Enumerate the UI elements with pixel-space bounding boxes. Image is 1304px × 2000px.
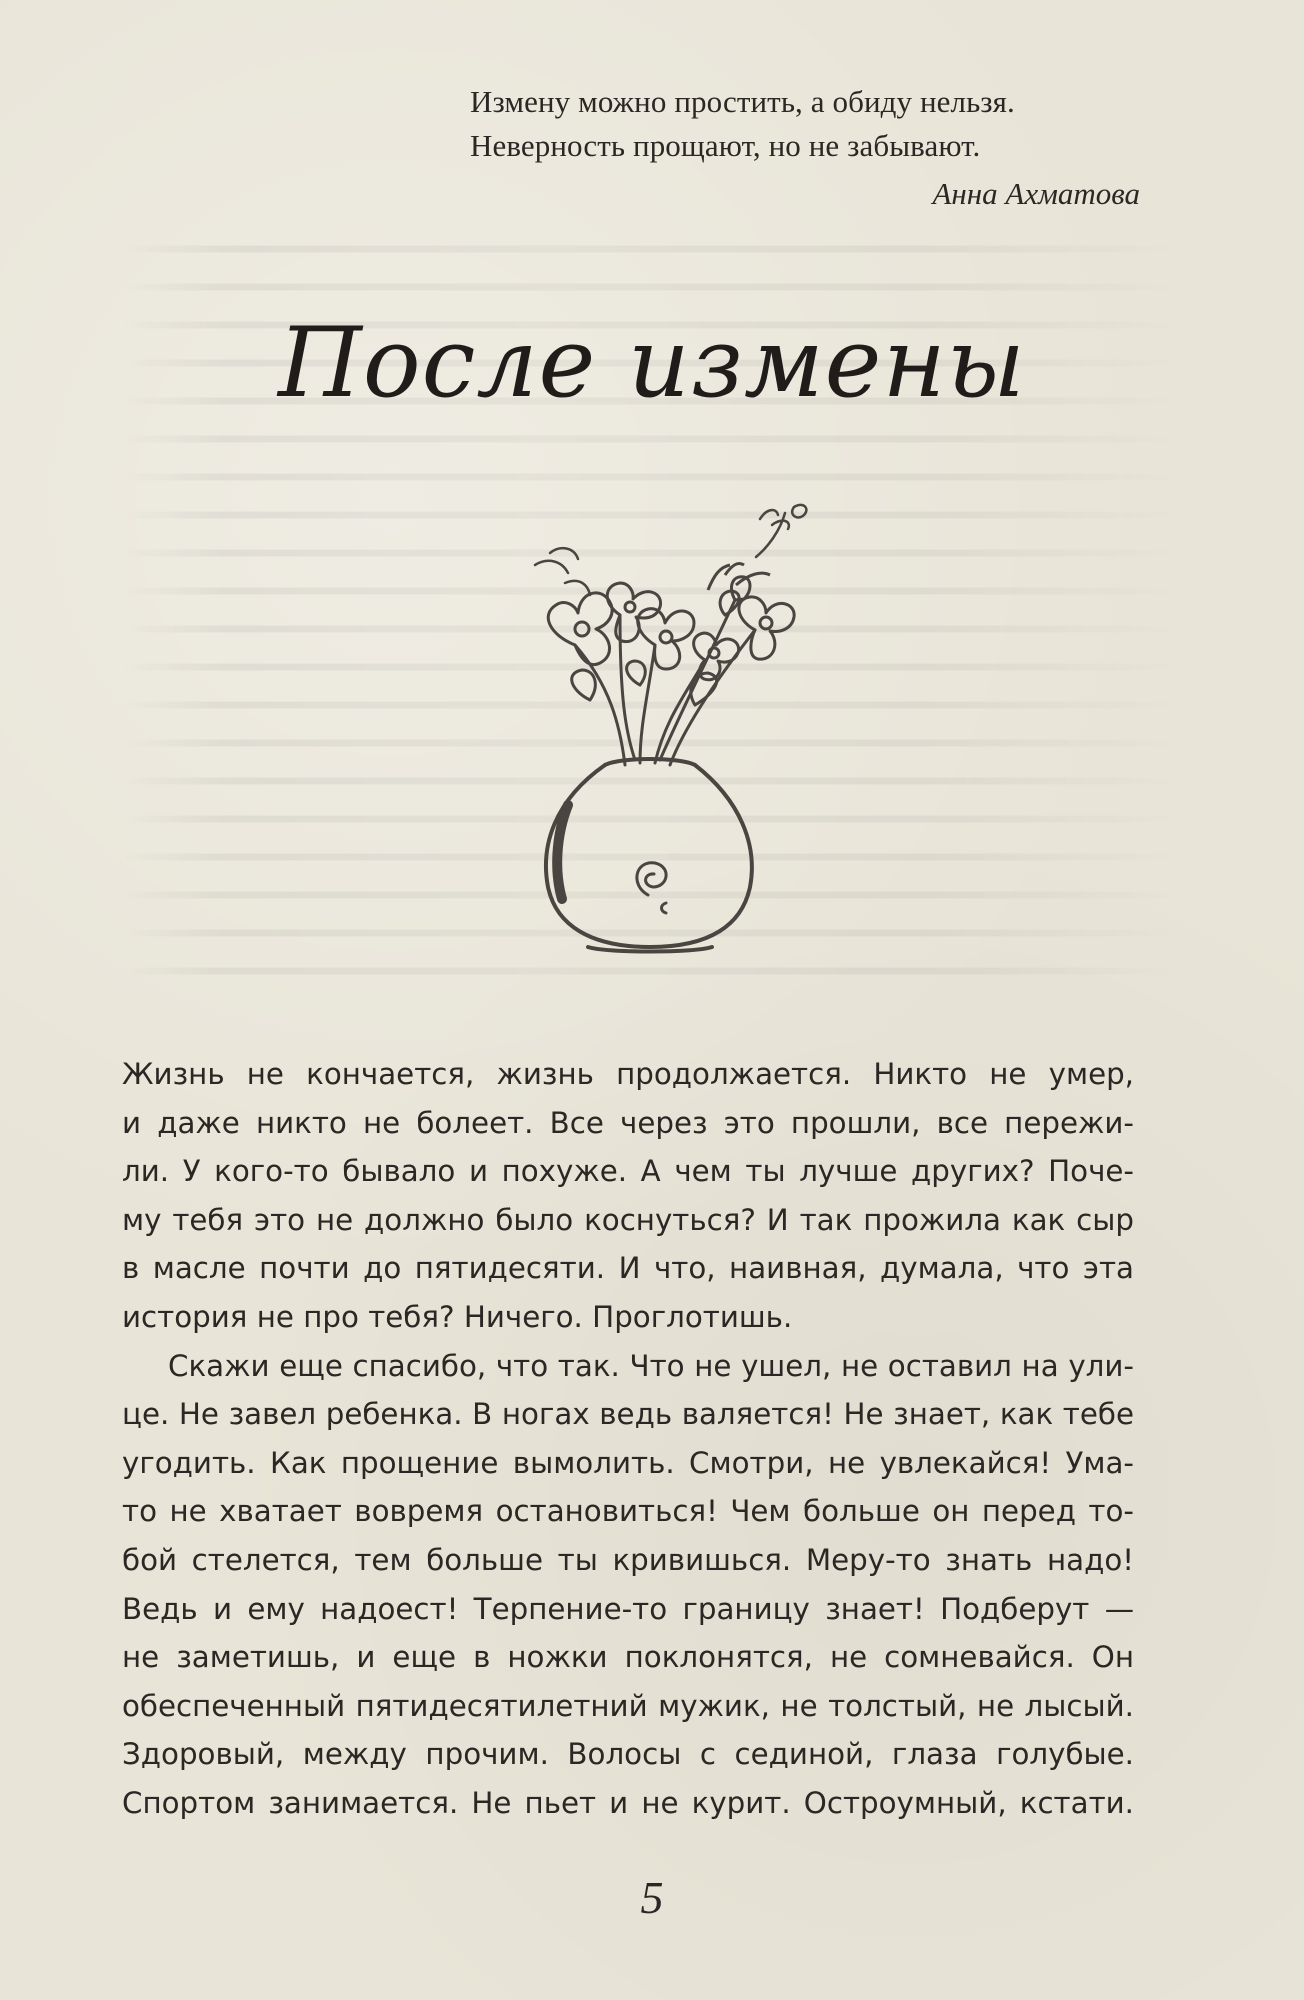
paragraph-line: Здоровый, между прочим. Волосы с сединой, глаза голубые. (122, 1737, 1134, 1772)
paragraph-line: це. Не завел ребенка. В ногах ведь валяется! Не знает, как тебе (122, 1397, 1134, 1432)
epigraph-author: Анна Ахматова (932, 176, 1140, 211)
paragraph-1 (122, 1050, 1134, 1342)
paragraph-line: не заметишь, и еще в ножки поклонятся, не сомневайся. Он (122, 1640, 1134, 1675)
paragraph-line: то не хватает вовремя остановиться! Чем больше он перед то- (122, 1494, 1134, 1529)
body-text (122, 1050, 1134, 1828)
epigraph (470, 80, 1140, 168)
paragraph-line: ли. У кого-то бывало и похуже. А чем ты лучше других? Поче- (122, 1154, 1134, 1189)
paragraph-2 (122, 1342, 1134, 1828)
paragraph-line: угодить. Как прощение вымолить. Смотри, не увлекайся! Ума- (122, 1445, 1134, 1480)
paragraph-line: Спортом занимается. Не пьет и не курит. Остроумный, кстати. (122, 1785, 1134, 1820)
flower-vase-icon (470, 495, 830, 955)
paragraph-line: Жизнь не кончается, жизнь продолжается. Никто не умер, (122, 1057, 1134, 1091)
epigraph-line-1: Измену можно простить, а обиду нельзя. (470, 84, 1015, 119)
paragraph-line: и даже никто не болеет. Все через это прошли, все пережи- (122, 1105, 1134, 1140)
paragraph-line: обеспеченный пятидесятилетний мужик, не толстый, не лысый. (122, 1688, 1134, 1723)
paragraph-line: в масле почти до пятидесяти. И что, наивная, думала, что эта (122, 1251, 1134, 1286)
chapter-title: После измены (278, 307, 1026, 419)
paragraph-line: Ведь и ему надоест! Терпение-то границу знает! Подберут — (122, 1591, 1134, 1626)
paragraph-line: история не про тебя? Ничего. Проглотишь. (122, 1299, 793, 1334)
paragraph-line: Скажи еще спасибо, что так. Что не ушел, не оставил на ули- (168, 1348, 1134, 1383)
flower-vase-illustration (470, 495, 830, 955)
paragraph-line: бой стелется, тем больше ты кривишься. Меру-то знать надо! (122, 1542, 1134, 1577)
paragraph-line: му тебя это не должно было коснуться? И так прожила как сыр (122, 1202, 1134, 1237)
page-number: 5 (640, 1872, 664, 1923)
epigraph-line-2: Неверность прощают, но не забывают. (470, 128, 981, 163)
